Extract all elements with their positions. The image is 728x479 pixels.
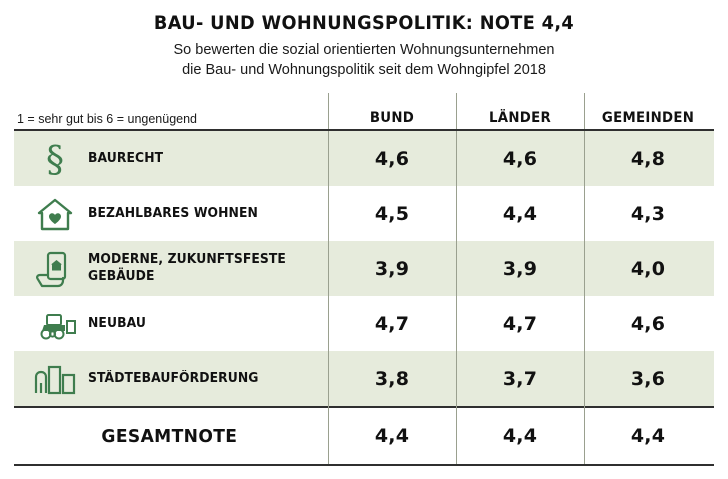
- value-bund: 4,6: [374, 147, 410, 170]
- value-bund: 4,5: [374, 202, 410, 225]
- value-laender: 4,7: [502, 312, 538, 335]
- value-laender: 4,4: [502, 202, 538, 225]
- value-laender: 3,7: [502, 367, 538, 390]
- row-label: STÄDTEBAUFÖRDERUNG: [88, 370, 259, 386]
- row-label-cell: [14, 241, 328, 296]
- row-label-cell: [14, 296, 328, 351]
- row-label: BAURECHT: [88, 150, 164, 166]
- column-header-laender: LÄNDER: [489, 110, 551, 127]
- row-label: NEUBAU: [88, 315, 146, 331]
- value-bund: 4,7: [374, 312, 410, 335]
- table-row: [14, 131, 714, 186]
- house-heart-icon: [22, 196, 88, 232]
- total-value-bund: 4,4: [374, 425, 410, 448]
- column-divider-1: [328, 93, 329, 129]
- row-label-cell: [14, 131, 328, 186]
- value-gemeinden: 4,0: [630, 257, 666, 280]
- value-bund: 3,8: [374, 367, 410, 390]
- table-total-row: [14, 406, 714, 464]
- city-skyline-icon: [22, 363, 88, 395]
- value-gemeinden: 4,8: [630, 147, 666, 170]
- table-header-row: [14, 93, 714, 131]
- table-body: [14, 131, 714, 464]
- column-header-gemeinden: GEMEINDEN: [601, 110, 695, 127]
- paragraph-icon: [22, 141, 88, 177]
- total-value-gemeinden: 4,4: [630, 425, 666, 448]
- value-gemeinden: 3,6: [630, 367, 666, 390]
- value-laender: 3,9: [502, 257, 538, 280]
- value-gemeinden: 4,3: [630, 202, 666, 225]
- column-divider-3: [584, 131, 585, 464]
- ratings-table: [14, 93, 714, 464]
- table-row: [14, 241, 714, 296]
- value-laender: 4,6: [502, 147, 538, 170]
- column-divider-2: [456, 131, 457, 464]
- value-bund: 3,9: [374, 257, 410, 280]
- total-value-laender: 4,4: [502, 425, 538, 448]
- bulldozer-icon: [22, 307, 88, 341]
- subtitle: [20, 41, 708, 80]
- subtitle-line-1: So bewerten die sozial orientierten Wohnungsunternehmen: [173, 42, 555, 58]
- subtitle-line-2: die Bau- und Wohnungspolitik seit dem Wohngipfel 2018: [182, 61, 546, 78]
- scale-legend: 1 = sehr gut bis 6 = ungenügend: [17, 112, 198, 127]
- value-gemeinden: 4,6: [630, 312, 666, 335]
- column-header-bund: BUND: [369, 110, 415, 127]
- row-label-cell: [14, 351, 328, 406]
- column-divider-2: [456, 93, 457, 129]
- row-label: MODERNE, ZUKUNFTSFESTE GEBÄUDE: [88, 252, 286, 284]
- table-row: [14, 296, 714, 351]
- row-label: BEZAHLBARES WOHNEN: [88, 205, 258, 221]
- table-bottom-rule: [14, 464, 714, 466]
- svg-text:§: §: [46, 140, 64, 177]
- table-row: [14, 186, 714, 241]
- column-divider-1: [328, 131, 329, 464]
- header: [0, 0, 728, 84]
- column-divider-3: [584, 93, 585, 129]
- smart-home-hand-icon: [22, 249, 88, 289]
- row-label-cell: [14, 186, 328, 241]
- table-row: [14, 351, 714, 406]
- page-title: BAU- UND WOHNUNGSPOLITIK: NOTE 4,4: [153, 12, 575, 34]
- total-label: GESAMTNOTE: [101, 425, 238, 447]
